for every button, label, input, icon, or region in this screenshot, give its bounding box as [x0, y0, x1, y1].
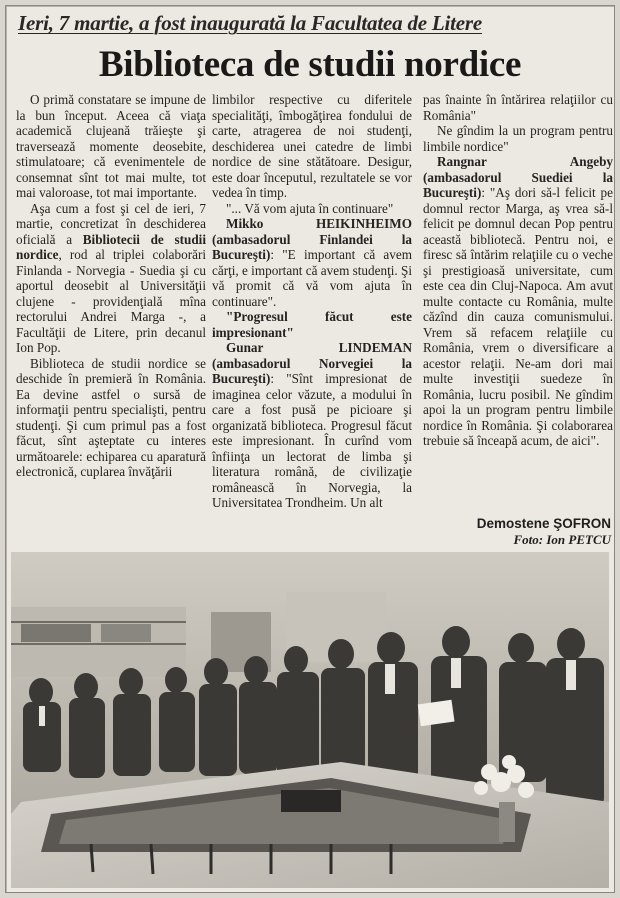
paragraph: Biblioteca de studii nordice se deschide în premieră în România. Ea devine astfel o sursă de informaţii pentru specialişti, pentru studenţi. Şi cum primul pas a fost făcut, sînt aşteptate cu interes următoarele: echiparea cu aparatură electronică, cuplarea învăţării: [16, 355, 206, 479]
article-column-3: [423, 92, 613, 449]
subheading: Ne gîndim la un program pentru limbile nordice": [423, 123, 613, 154]
speaker-name: Rangnar Angeby (ambasadorul Suediei la Bucureşti): [423, 154, 613, 200]
subheading: "Progresul făcut este impresionant": [212, 309, 412, 340]
paragraph: O primă constatare se impune de la bun început. Aceea că viaţa academică clujeană trăieşte şi traversează momente deosebite, stimulatoare; că evenimentele de consemnat sînt tot mai multe, tot mai valoroase, tot mai importante.: [16, 92, 206, 200]
quote-text: : "Aş dori să-l felicit pe domnul rector Marga, aş vrea să-l felicit pe domnul decan Pop pentru această bibliotecă. Pentru noi, e firesc să întărim relaţiile cu o veche şi prestigioasă universitate, cum este cea din Cluj-Napoca. Am avut multe contacte cu România, multe căzînd din cauza comunismului. Vrem să refacem relaţiile cu România, vrem o diversificare a acestor relaţii. Ne-am dori mai multe investiţii suedeze în România, lucru posibil. Ne gîndim apoi la un program pentru limbile nordice în România. Şi colaborarea trebuie să înceapă acum, de aici".: [423, 185, 613, 448]
paragraph: pas înainte în întărirea relaţiilor cu România": [423, 92, 613, 123]
article-headline: Biblioteca de studii nordice: [98, 44, 522, 85]
article-column-2: [212, 92, 412, 511]
paragraph: [16, 201, 206, 356]
photo-credit: Foto: Ion PETCU: [513, 532, 611, 547]
paragraph: limbilor respective cu diferitele specialităţi, îmbogăţirea fondului de carte, atragerea de noi studenţi, deschiderea unei catedre de limbi nordice de sine stătătoare. Desigur, este doar începutul, rezultatele se vor vedea în timp.: [212, 92, 412, 200]
subheading: "... Vă vom ajuta în continuare": [226, 200, 394, 216]
speaker-name: Mikko HEIKINHEIMO (ambasadorul Finlandei la Bucureşti): [212, 216, 412, 262]
text-run: Aşa cum a fost şi cel de ieri, 7 martie, concretizat în deschiderea oficială a: [16, 200, 206, 247]
newspaper-clipping: [5, 5, 615, 893]
quote-text: : "E important că avem cărţi, e important că avem studenţi. Şi vă promit că vă vom ajuta în continuare".: [212, 247, 412, 309]
quote-paragraph: [212, 216, 412, 309]
author-signature: Demostene ŞOFRON: [476, 516, 611, 531]
text-run: , rod al triplei colaborări Finlanda - Norvegia - Suedia şi cu aportul deosebit al Universităţii clujene - providenţială mîna rectorului Andrei Marga -, a Facultăţii de Litere, prin decanul Ion Pop.: [16, 247, 206, 355]
speaker-name: Gunar LINDEMAN (ambasadorul Norvegiei la Bucureşti): [212, 340, 412, 386]
quote-paragraph: [423, 154, 613, 449]
photo-illustration: [11, 552, 609, 888]
kicker-headline: Ieri, 7 martie, a fost inaugurată la Facultatea de Litere: [18, 11, 483, 35]
inauguration-photo: [11, 552, 609, 888]
quote-paragraph: [212, 340, 412, 511]
article-column-1: [16, 92, 206, 480]
library-name-bold: Bibliotecii de studii nordice: [16, 231, 206, 262]
quote-text: : "Sînt impresionat de imaginea celor văzute, a modului în care a fost pusă pe picioare şi organizată biblioteca. Progresul făcut este impresionant. În curînd vom înfiinţa un lectorat de limba şi literatura română, de civilizaţie românească în Norvegia, la Universitatea Trondheim. Un alt: [212, 371, 412, 510]
